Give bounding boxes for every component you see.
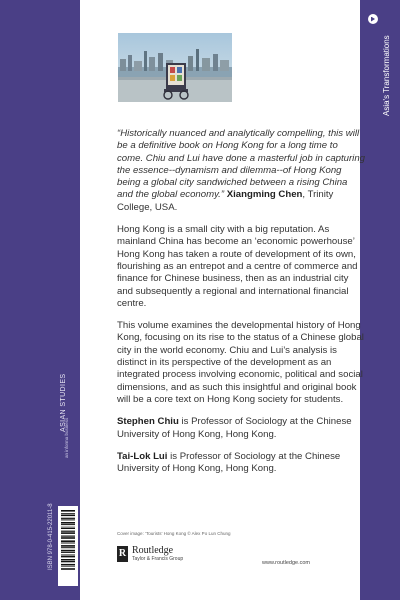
left-spine-band	[0, 0, 80, 600]
barcode-bar	[61, 510, 75, 512]
barcode	[58, 506, 78, 586]
barcode-bar	[61, 559, 75, 560]
barcode-bar	[61, 566, 75, 567]
barcode-bar	[61, 555, 75, 556]
quote-affiliation: Trinity College, USA.	[117, 189, 334, 213]
barcode-bar	[61, 568, 75, 570]
barcode-bar	[61, 531, 75, 532]
barcode-bar	[61, 556, 75, 558]
quote-text: “Historically nuanced and analytically compelling, this will be a definitive book on Hong Kong for a long time to come. Chiu and Lui have done a masterful job in capturing the essence--dynamism and dilemma--of Hong Kong being a global city sandwiched between a rising China and the global economy.”	[117, 128, 365, 201]
description-paragraph-2: This volume examines the developmental history of Hong Kong, focusing on its rise to the status of a Chinese global city in the world economy. Chiu and Lui’s analysis is distinct in its perspective of the development as an integrated process involving economic, political and social dimensions, and as such this insightful and original book will be a core text on Hong Kong society for students.	[117, 320, 364, 405]
isbn-label: ISBN 978-0-415-22011-8	[48, 503, 54, 570]
barcode-bar	[61, 527, 75, 528]
barcode-bar	[61, 522, 75, 524]
author-name: Tai-Lok Lui	[117, 450, 168, 462]
barcode-bar	[61, 532, 75, 534]
barcode-bar	[61, 543, 75, 544]
barcode-bar	[61, 540, 75, 542]
endorsement-quote: “Historically nuanced and analytically compelling, this will be a definitive book on Hong Kong for a long time to come. Chiu and Lui have done a masterful job in capturing the essence--dynamism and dilemma--of Hong Kong being a global city sandwiched between a rising China and the global economy.” Xiangming Chen, Trinity College, USA.	[117, 128, 365, 213]
publisher-name: Routledge	[132, 545, 174, 556]
barcode-bar	[61, 528, 75, 529]
barcode-bar	[61, 547, 75, 548]
barcode-bar	[61, 519, 75, 520]
author-bio-2	[117, 451, 365, 476]
barcode-bar	[61, 561, 75, 563]
back-cover-text	[117, 128, 365, 485]
description-paragraph-1: Hong Kong is a small city with a big reputation. As mainland China has become an ‘economic powerhouse’ Hong Kong has taken a route of development of its own, flourishing as an entrepot and a centre of commerce and finance for Chinese business, then as an industrial city and subsequently a regional and international financial centre.	[117, 224, 358, 309]
author-bio-text: is Professor of Sociology at the Chinese University of Hong Kong, Hong Kong.	[117, 416, 352, 440]
quote-author: Xiangming Chen	[226, 189, 303, 201]
barcode-bar	[61, 552, 75, 553]
publisher-website: www.routledge.com	[262, 560, 310, 566]
subject-label: ASIAN STUDIES	[60, 373, 67, 432]
imprint-label: an informa business	[64, 417, 69, 458]
author-bio-1	[117, 416, 365, 441]
barcode-bar	[61, 515, 75, 517]
play-arrow-icon	[368, 14, 378, 24]
right-series-band	[360, 0, 400, 600]
author-name: Stephen Chiu	[117, 416, 179, 428]
cover-image-credit: Cover image: ‘Tourists’ Hong Kong © Alex Po Lun Chung	[117, 531, 231, 536]
routledge-mark-icon: R	[117, 546, 128, 562]
barcode-bar	[61, 524, 75, 525]
barcode-bar	[61, 518, 75, 519]
barcode-bar	[61, 545, 75, 547]
cover-photo	[118, 33, 232, 102]
barcode-bar	[61, 513, 75, 514]
author-bio-text: is Professor of Sociology at the Chinese University of Hong Kong, Hong Kong.	[117, 450, 341, 475]
publisher-logo	[117, 545, 183, 562]
barcode-bar	[61, 536, 75, 537]
publisher-group: Taylor & Francis Group	[132, 556, 184, 562]
series-title: Asia's Transformations	[382, 35, 391, 116]
barcode-bar	[61, 564, 75, 565]
barcode-bar	[61, 537, 75, 539]
barcode-bar	[61, 550, 75, 552]
